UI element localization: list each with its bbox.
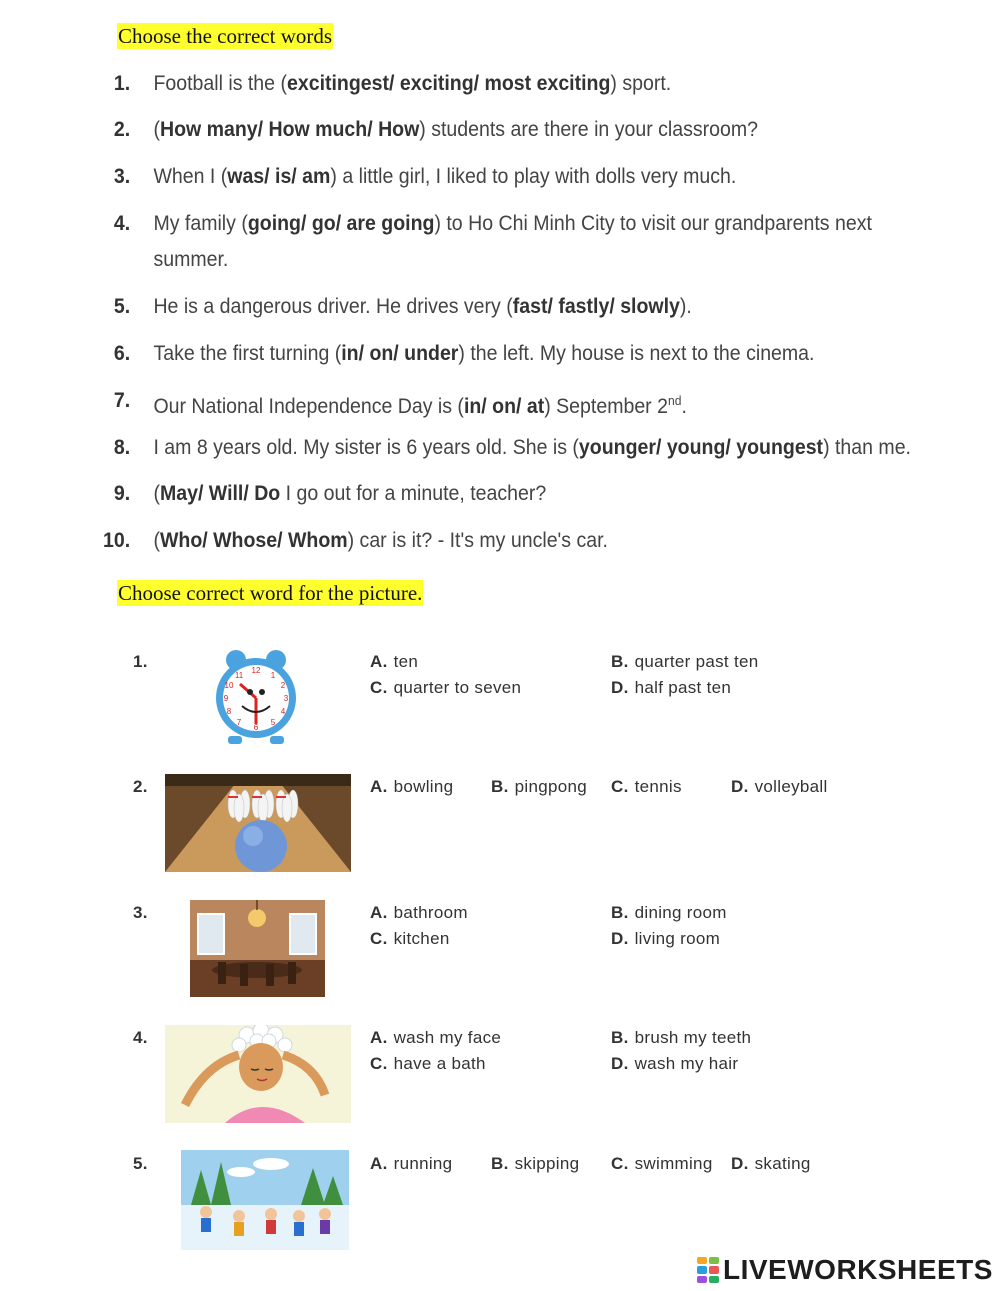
section-heading-choose-words: Choose the correct words [118,24,333,48]
option-text: swimming [634,1154,713,1173]
option-text: brush my teeth [634,1028,752,1047]
option-text: have a bath [393,1054,486,1073]
option-text: volleyball [754,777,828,796]
question-text: ( [153,118,160,141]
option-b[interactable] [611,1028,751,1048]
option-letter: A. [370,1154,388,1173]
option-a[interactable] [370,652,418,672]
option-c[interactable] [611,777,682,797]
svg-text:12: 12 [251,666,261,675]
question-number: 5. [113,295,131,318]
question-text: Football is the ( [153,72,287,95]
choice-options[interactable]: going/ go/ are going [247,212,435,235]
choice-options[interactable]: in/ on/ at [463,395,545,418]
svg-text:10: 10 [224,681,234,690]
question-number: 3. [133,903,148,922]
question-text: I am 8 years old. My sister is 6 years old. She is ( [153,436,579,459]
option-text: dining room [634,903,727,922]
question-text: ) the left. My house is next to the cinema. [458,342,815,365]
question-text-continued: summer. [153,248,229,271]
logo-mark-icon [697,1257,719,1283]
option-letter: B. [491,1154,509,1173]
option-text: quarter past ten [634,652,759,671]
question-text: ) to Ho Chi Minh City to visit our grandparents next [434,212,872,235]
option-letter: B. [611,652,629,671]
option-d[interactable] [611,929,720,949]
option-a[interactable] [370,1028,501,1048]
question-number: 4. [113,212,131,235]
skating-image [181,1150,349,1250]
choice-options[interactable]: fast/ fastly/ slowly [512,295,680,318]
option-letter: D. [611,678,629,697]
question-number: 1. [133,652,148,671]
option-text: half past ten [634,678,732,697]
option-d[interactable] [611,1054,738,1074]
question-text: Our National Independence Day is ( [153,395,464,418]
option-d[interactable] [611,678,731,698]
option-letter: A. [370,1028,388,1047]
question-text: ) than me. [823,436,911,459]
question-text: ) car is it? - It's my uncle's car. [347,529,608,552]
choice-options[interactable]: in/ on/ under [341,342,459,365]
option-d[interactable] [731,1154,811,1174]
option-letter: C. [370,1054,388,1073]
svg-text:2: 2 [280,681,286,690]
option-letter: D. [731,777,749,796]
option-c[interactable] [611,1154,713,1174]
option-text: skipping [514,1154,580,1173]
option-text: bowling [393,777,454,796]
question-text: ( [153,529,160,552]
question-text: ) students are there in your classroom? [419,118,758,141]
option-letter: A. [370,903,388,922]
question-text: ) sport. [610,72,672,95]
choice-options[interactable]: was/ is/ am [227,165,331,188]
option-c[interactable] [370,678,521,698]
option-c[interactable] [370,1054,486,1074]
option-letter: B. [491,777,509,796]
svg-text:8: 8 [226,707,232,716]
logo-text: LIVEWORKSHEETS [723,1254,993,1285]
option-text: pingpong [514,777,587,796]
svg-text:6: 6 [253,723,259,732]
option-text: ten [393,652,419,671]
option-text: wash my face [393,1028,502,1047]
question-number: 4. [133,1028,148,1047]
choice-options[interactable]: younger/ young/ youngest [578,436,824,459]
dining-room-image [190,900,325,997]
svg-text:11: 11 [234,671,244,680]
option-a[interactable] [370,903,468,923]
bowling-image [165,774,351,872]
clock-image [210,648,302,746]
svg-text:3: 3 [283,694,289,703]
section-heading-choose-picture: Choose correct word for the picture. [118,581,423,605]
option-letter: D. [611,1054,629,1073]
question-text: ). [679,295,692,318]
question-text: ( [153,482,160,505]
question-number: 5. [133,1154,148,1173]
option-letter: A. [370,652,388,671]
option-text: quarter to seven [393,678,522,697]
option-b[interactable] [491,1154,579,1174]
option-d[interactable] [731,777,828,797]
question-number: 2. [113,118,131,141]
option-letter: B. [611,1028,629,1047]
option-letter: A. [370,777,388,796]
option-text: wash my hair [634,1054,739,1073]
option-text: kitchen [393,929,450,948]
question-text: When I ( [153,165,228,188]
choice-options[interactable]: excitingest/ exciting/ most exciting [286,72,611,95]
option-text: living room [634,929,721,948]
svg-text:4: 4 [280,707,286,716]
choice-options[interactable]: Who/ Whose/ Whom [159,529,348,552]
option-b[interactable] [611,652,758,672]
liveworksheets-logo [697,1255,993,1285]
option-letter: C. [370,929,388,948]
option-b[interactable] [611,903,727,923]
question-text: He is a dangerous driver. He drives very ( [153,295,513,318]
option-a[interactable] [370,1154,452,1174]
question-number: 3. [113,165,131,188]
question-text: . [681,395,687,418]
option-c[interactable] [370,929,450,949]
option-text: skating [754,1154,811,1173]
option-letter: D. [611,929,629,948]
question-text: ) September 2 [544,395,668,418]
option-b[interactable] [491,777,587,797]
question-number: 2. [133,777,148,796]
washing-hair-image [165,1025,351,1123]
question-number: 10. [103,529,131,552]
option-letter: C. [370,678,388,697]
svg-text:9: 9 [223,694,229,703]
choice-options[interactable]: May/ Will/ Do [159,482,281,505]
option-text: running [393,1154,453,1173]
question-text: Take the first turning ( [153,342,342,365]
option-letter: C. [611,1154,629,1173]
option-a[interactable] [370,777,453,797]
svg-text:1: 1 [270,671,276,680]
option-letter: C. [611,777,629,796]
question-number: 8. [113,436,131,459]
question-text: My family ( [153,212,248,235]
option-letter: D. [731,1154,749,1173]
question-number: 6. [113,342,131,365]
question-number: 9. [113,482,131,505]
ordinal-suffix: nd [667,393,682,408]
svg-text:7: 7 [236,718,242,727]
question-number: 1. [113,72,131,95]
question-text: ) a little girl, I liked to play with dolls very much. [330,165,737,188]
question-number: 7. [113,389,131,412]
option-letter: B. [611,903,629,922]
choice-options[interactable]: How many/ How much/ How [159,118,420,141]
option-text: tennis [634,777,682,796]
question-text: I go out for a minute, teacher? [280,482,547,505]
option-text: bathroom [393,903,468,922]
svg-text:5: 5 [270,718,276,727]
